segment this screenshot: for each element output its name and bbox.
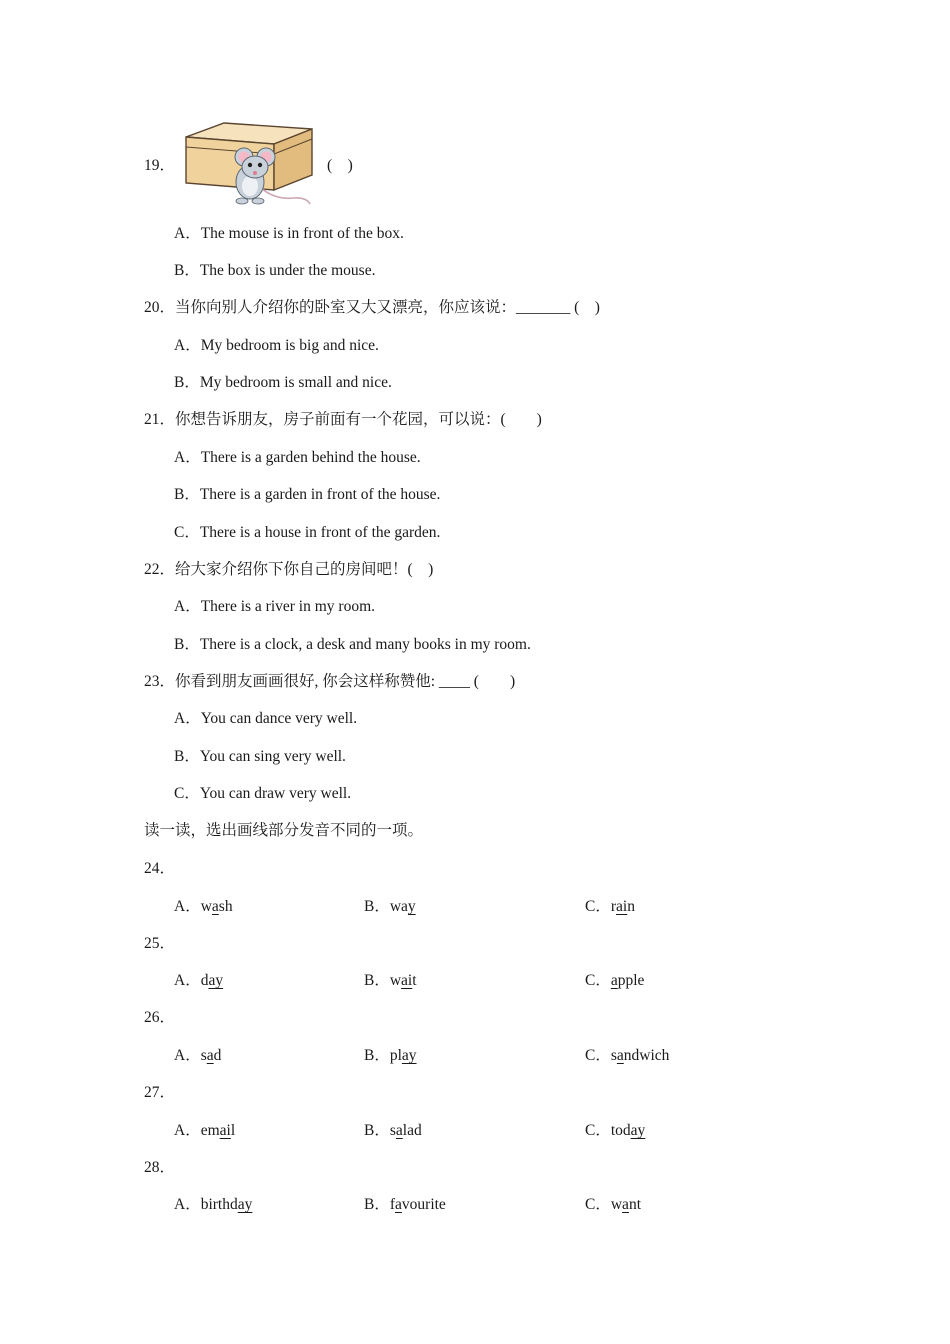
underlined-letters: a — [211, 898, 219, 915]
phonics-option-b — [364, 1121, 422, 1141]
q23-option-b: B．You can sing very well. — [174, 748, 346, 765]
q19-option-a: A．The mouse is in front of the box. — [174, 225, 404, 242]
q20-option-a: A．My bedroom is big and nice. — [174, 337, 379, 354]
q23-option-c: C．You can draw very well. — [174, 785, 352, 802]
option-text-prefix: C． — [585, 1047, 611, 1064]
option-text-prefix: C． — [585, 972, 611, 989]
option-text-prefix: B． — [364, 972, 390, 989]
phonics-option-c — [585, 971, 644, 991]
option-text-pre: tod — [610, 1122, 631, 1139]
option-text-prefix: A． — [174, 1122, 201, 1139]
question-20-stem: 20．当你向别人介绍你的卧室又大又漂亮，你应该说：_______ ( ) — [144, 299, 600, 316]
option-text-pre: w — [389, 972, 402, 989]
option-text-post: n — [627, 898, 635, 915]
underlined-letters: ai — [219, 1122, 231, 1139]
q23-option-a: A．You can dance very well. — [174, 710, 358, 727]
underlined-letters: a — [610, 972, 618, 989]
option-text-post: sh — [218, 898, 233, 915]
option-text-post: lad — [402, 1122, 422, 1139]
option-text-pre: pl — [389, 1047, 402, 1064]
option-text-pre: birthd — [200, 1196, 238, 1213]
option-text-prefix: B． — [364, 1122, 390, 1139]
option-text-pre: w — [610, 1196, 623, 1213]
phonics-question-number: 25． — [144, 935, 176, 952]
option-text-pre: f — [389, 1196, 396, 1213]
option-text-prefix: C． — [585, 898, 611, 915]
option-text-pre: s — [389, 1122, 396, 1139]
option-text-prefix: B． — [364, 1047, 390, 1064]
option-text-post: ndwich — [623, 1047, 670, 1064]
underlined-letters: y — [407, 898, 416, 915]
option-text-pre: em — [200, 1122, 220, 1139]
underlined-letters: ay — [401, 1047, 417, 1064]
phonics-option-c — [585, 1195, 641, 1215]
option-text-pre: wa — [389, 898, 408, 915]
phonics-option-b — [364, 897, 416, 917]
option-text-post: d — [213, 1047, 222, 1064]
option-text-prefix: B． — [364, 898, 390, 915]
option-text-prefix: C． — [585, 1196, 611, 1213]
option-text-pre: r — [610, 898, 617, 915]
underlined-letters: ay — [630, 1122, 646, 1139]
option-text-prefix: A． — [174, 972, 201, 989]
phonics-question-number: 27． — [144, 1084, 176, 1101]
question-21-stem: 21．你想告诉朋友，房子前面有一个花园，可以说：( ) — [144, 411, 542, 428]
phonics-question-number: 26． — [144, 1009, 176, 1026]
q20-option-b: B．My bedroom is small and nice. — [174, 374, 392, 391]
underlined-letters: a — [622, 1196, 629, 1213]
underlined-letters: a — [206, 1047, 214, 1064]
option-text-prefix: B． — [364, 1196, 390, 1213]
phonics-option-a — [174, 1121, 235, 1141]
q21-option-c: C．There is a house in front of the garden. — [174, 524, 441, 541]
question-23-stem: 23．你看到朋友画画很好, 你会这样称赞他: ____ ( ) — [144, 673, 516, 690]
phonics-option-a — [174, 1195, 252, 1215]
phonics-option-a — [174, 971, 223, 991]
option-text-post: nt — [628, 1196, 641, 1213]
phonics-option-c — [585, 1046, 669, 1066]
option-text-post: t — [412, 972, 417, 989]
phonics-section-heading: 读一读，选出画线部分发音不同的一项。 — [144, 822, 424, 839]
underlined-letters: ai — [401, 972, 413, 989]
underlined-letters: a — [395, 1122, 403, 1139]
option-text-post: pple — [617, 972, 645, 989]
q19-option-b: B．The box is under the mouse. — [174, 262, 376, 279]
q21-option-b: B．There is a garden in front of the house. — [174, 486, 441, 503]
underlined-letters: a — [616, 1047, 624, 1064]
phonics-option-b — [364, 1195, 446, 1215]
option-text-post: vourite — [401, 1196, 446, 1213]
option-text-prefix: A． — [174, 1047, 201, 1064]
phonics-question-number: 24． — [144, 860, 176, 877]
underlined-letters: ay — [208, 972, 224, 989]
phonics-option-a — [174, 1046, 221, 1066]
mouse-box-image — [184, 120, 316, 208]
option-text-prefix: A． — [174, 898, 201, 915]
phonics-option-b — [364, 1046, 417, 1066]
question-22-stem: 22．给大家介绍你下你自己的房间吧！( ) — [144, 561, 434, 578]
q21-option-a: A．There is a garden behind the house. — [174, 449, 421, 466]
phonics-question-number: 28． — [144, 1159, 176, 1176]
underlined-letters: a — [395, 1196, 402, 1213]
option-text-pre: w — [200, 898, 212, 915]
option-text-prefix: A． — [174, 1196, 201, 1213]
option-text-pre: s — [200, 1047, 207, 1064]
option-text-pre: d — [200, 972, 209, 989]
q22-option-b: B．There is a clock, a desk and many books in my room. — [174, 636, 531, 653]
underlined-letters: ay — [237, 1196, 253, 1213]
option-text-prefix: C． — [585, 1122, 611, 1139]
phonics-option-a — [174, 897, 233, 917]
phonics-option-c — [585, 1121, 645, 1141]
phonics-option-b — [364, 971, 417, 991]
underlined-letters: ai — [616, 898, 628, 915]
phonics-option-c — [585, 897, 635, 917]
q22-option-a: A．There is a river in my room. — [174, 598, 376, 615]
question-19-answer-paren: ( ) — [327, 157, 353, 174]
option-text-pre: s — [610, 1047, 617, 1064]
question-19-number: 19． — [144, 157, 176, 174]
option-text-post: l — [230, 1122, 236, 1139]
